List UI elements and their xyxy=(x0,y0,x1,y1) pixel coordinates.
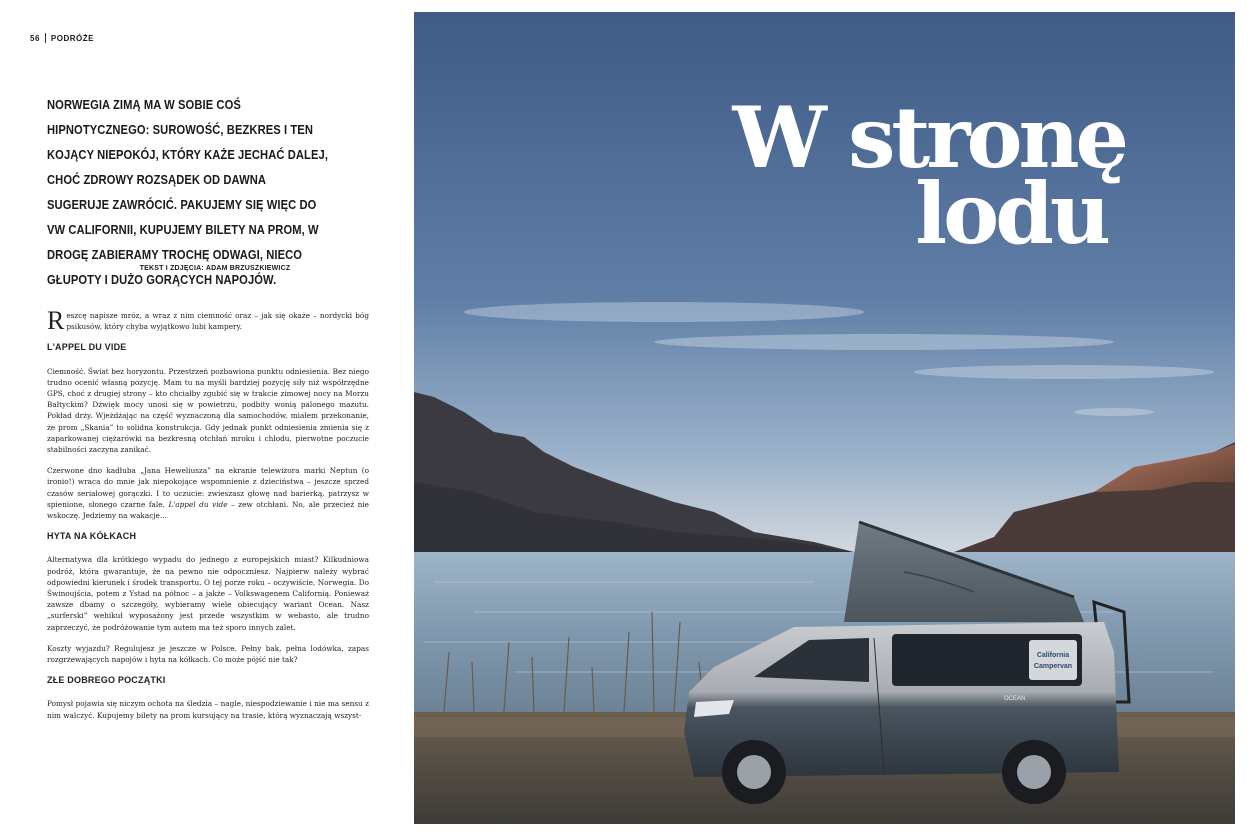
van-badge: OCEAN xyxy=(1004,696,1026,702)
paragraph-4: Koszty wyjazdu? Regulujesz je jeszcze w Polsce. Pełny bak, pełna lodówka, zapas rozgrzewających napojów i hyta na kółkach. Co może pójść nie tak? xyxy=(47,643,369,665)
paragraph-1: Ciemność. Świat bez horyzontu. Przestrzeń pozbawiona punktu odniesienia. Bez niego trudno ocenić własną pozycję. Mam tu na myśli bardziej pozycję siły niż współrzędne GPS, choć z drugiej strony – kto chciałby zgubić się w trakcie zimowej nocy na Morzu Bałtyckim? Dźwięk mocy unosi się w powietrzu, podbity wonią palonego mazutu. Pokład drży. Wjeżdżając na część wyznaczoną dla samochodów, miałem przekonanie, że prom „Skania” to solidna konstrukcja. Gdy jednak punkt odniesienia zmienia się z zaparkowanej ciężarówki na bezkresną otchłań mroku i chłodu, pierwotne poczucie stabilności zaczyna zanikać. xyxy=(47,366,369,455)
paragraph-3: Alternatywa dla krótkiego wypadu do jednego z europejskich miast? Kilkudniowa podróż, która gwarantuje, że na pewno nie odpoczniesz. Najpierw należy wybrać odpowiedni kierunek i środek transportu. O tej porze roku – oczywiście, Norwegia. Do Świnoujścia, potem z Ystad na północ – a jakże – Volkswagenem Californią. Ponieważ zawsze dbamy o szczegóły, wybieramy wiele obiecujący wariant Ocean. Nasz „surferski” wehikuł wyposażony jest przede wszystkim w webasto, ale trudno zaprzeczyć, że podróżowanie tym autem ma też sporo innych zalet. xyxy=(47,555,369,632)
section-name: PODRÓŻE xyxy=(50,33,94,43)
folio xyxy=(30,33,94,43)
drop-cap: R xyxy=(47,306,65,335)
paragraph-2 xyxy=(47,465,369,521)
article-title xyxy=(414,88,1235,263)
title-line-2: lodu xyxy=(915,164,1107,263)
subheading-lappel-du-vide: L'APPEL DU VIDE xyxy=(47,342,127,353)
article-body xyxy=(47,306,369,731)
folio-divider xyxy=(45,33,46,43)
subheading-hyta-na-kolkach: HYTA NA KÓŁKACH xyxy=(47,531,137,542)
paragraph-2-italic: L'appel du vide xyxy=(168,499,228,509)
title-line-1: W stronę xyxy=(732,88,1125,187)
van-logo-line2: Campervan xyxy=(1033,663,1073,670)
paragraph-2-text-b: – zew otchłani. No, ale przecież nie wskoczę. Jedziemy na wakacje… xyxy=(47,499,369,521)
hero-photo xyxy=(414,12,1235,824)
paragraph-2-text-a: Czerwone dno kadłuba „Jana Heweliusza” na ekranie telewizora marki Neptun (o ironio!) wraca do mnie jak niepokojące wspomnienie z dzieciństwa – jeszcze sprzed czasów serialowej gorączki. I to uczucie: zwieszasz głowę nad barierką, patrzysz w spienione, słonego czarne fale. xyxy=(47,466,369,509)
intro-text: eszcę napisze mróz, a wraz z nim ciemność oraz – jak się okaże – nordycki bóg psikusów, który chyba wyjątkowo lubi kampery. xyxy=(66,311,369,332)
lead-paragraph: NORWEGIA ZIMĄ MA W SOBIE COŚ HIPNOTYCZNEGO: SUROWOŚĆ, BEZKRES I TEN KOJĄCY NIEPOKÓJ, KTÓRY KAŻE JECHAĆ DALEJ, CHOĆ ZDROWY ROZSĄDEK OD DAWNA SUGERUJE ZAWRÓCIĆ. PAKUJEMY SIĘ WIĘC DO VW CALIFORNII, KUPUJEMY BILETY NA PROM, W DROGĘ ZABIERAMY TROCHĘ ODWAGI, NIECO GŁUPOTY I DUŻO GORĄCYCH NAPOJÓW. xyxy=(47,97,329,287)
van-logo-line1: California xyxy=(1036,652,1070,659)
intro-paragraph xyxy=(47,306,369,335)
paragraph-5: Pomysł pojawia się niczym ochota na śledzia – nagle, niespodziewanie i nie ma sensu z nim walczyć. Kupujemy bilety na prom kursujący na trasie, którą wyznaczają wszyst- xyxy=(47,699,369,720)
author-credit: TEKST I ZDJĘCIA: ADAM BRZUSZKIEWICZ xyxy=(139,265,291,272)
page-number: 56 xyxy=(30,33,40,43)
left-page xyxy=(0,0,400,836)
subheading-zle-dobrego-poczatki: ZŁE DOBREGO POCZĄTKI xyxy=(47,675,166,686)
